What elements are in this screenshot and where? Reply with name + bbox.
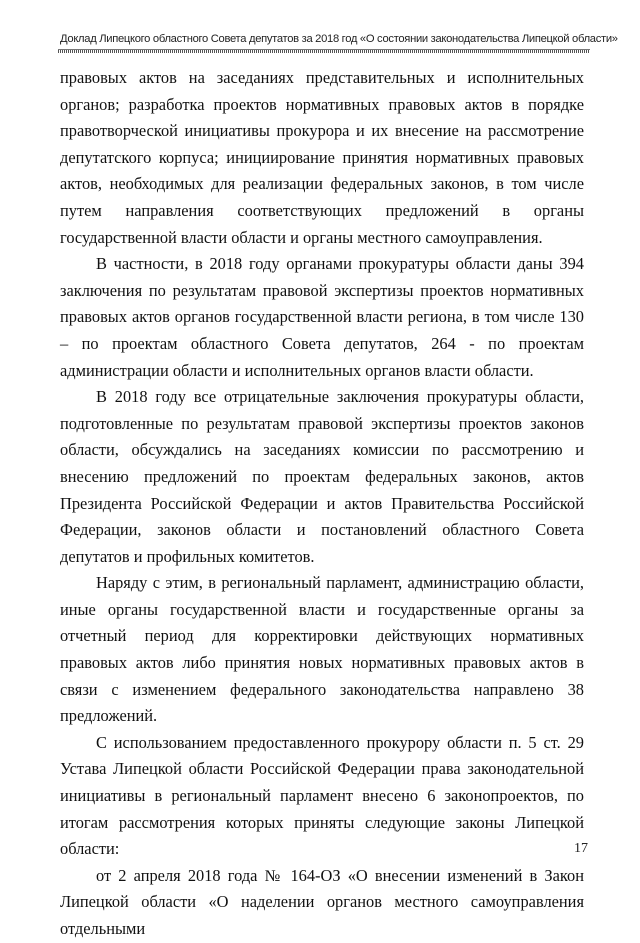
document-body xyxy=(60,65,584,943)
paragraph-law-164: от 2 апреля 2018 года № 164-ОЗ «О внесении изменений в Закон Липецкой области «О наделении органов местного самоуправления отдельными xyxy=(60,865,584,938)
paragraph-continuation: правовых актов на заседаниях представительных и исполнительных органов; разработка проектов нормативных правовых актов в порядке правотворческой инициативы прокурора и их внесение на рассмотрение депутатского корпуса; инициирование принятия нормативных правовых актов, необходимых для реализации федеральных законов, в том числе путем направления соответствующих предложений в органы государственной власти области и органы местного самоуправления. xyxy=(60,68,584,247)
header-rule xyxy=(58,49,590,53)
paragraph-legislative-initiative: С использованием предоставленного прокурору области п. 5 ст. 29 Устава Липецкой области Российской Федерации права законодательной инициативы в региональный парламент внесено 6 законопроектов, по итогам рассмотрения которых приняты следующие законы Липецкой области: xyxy=(60,732,584,859)
paragraph-expertise-conclusions: В частности, в 2018 году органами прокуратуры области даны 394 заключения по результатам правовой экспертизы проектов нормативных правовых актов органов государственной власти региона, в том числе 130 – по проектам областного Совета депутатов, 264 - по проектам администрации области и исполнительных органов власти области. xyxy=(60,254,584,380)
page-number: 17 xyxy=(574,841,588,856)
paragraph-proposals: Наряду с этим, в региональный парламент, администрацию области, иные органы государственной власти и государственные органы за отчетный период для корректировки действующих нормативных правовых актов либо принятия новых нормативных правовых актов в связи с изменением федерального законодательства направлено 38 предложений. xyxy=(60,573,584,726)
running-header: Доклад Липецкого областного Совета депутатов за 2018 год «О состоянии законодательства Липецкой области» xyxy=(60,33,618,45)
paragraph-negative-conclusions: В 2018 году все отрицательные заключения прокуратуры области, подготовленные по результатам правовой экспертизы проектов законов области, обсуждались на заседаниях комиссии по рассмотрению и внесению предложений по проектам федеральных законов, актов Президента Российской Федерации и актов Правительства Российской Федерации, законов области и постановлений областного Совета депутатов и профильных комитетов. xyxy=(60,387,584,566)
